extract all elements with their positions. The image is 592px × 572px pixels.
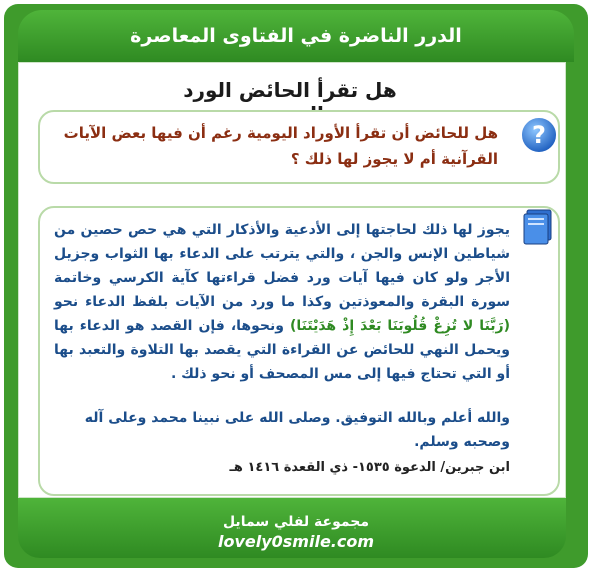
site-title: الدرر الناضرة في الفتاوى المعاصرة: [130, 25, 462, 47]
question-text: هل للحائض أن تقرأ الأوراد اليومية رغم أن فيها بعض الآيات القرآنية أم لا يجوز لها ذلك ؟: [63, 124, 498, 168]
closing-text: والله أعلم وبالله التوفيق. وصلى الله على نبينا محمد وعلى آله وصحبه وسلم.: [84, 410, 510, 450]
question-box: [38, 110, 560, 184]
quran-verse: (رَبَّنَا لا تُزِغْ قُلُوبَنَا بَعْدَ إِذْ هَدَيْتَنَا): [289, 318, 510, 334]
svg-text:?: ?: [532, 121, 546, 149]
fatwa-source: ابن جبرين/ الدعوة ١٥٣٥- ذي القعدة ١٤١٦ هـ: [229, 460, 510, 475]
page-header: [18, 10, 574, 62]
answer-text-part1: يجوز لها ذلك لحاجتها إلى الأدعية والأذكار التي هي حص حصين من شياطين الإنس والجن ، والتي يترتب على الدعاء بها الثواب وجزيل الأجر ولو كان فيها آيات ورد فضل قراءتها كآية الكرسي وخاتمة سورة البقرة والمعوذتين وكذا ما ورد من الآيات بلفظ الدعاء نحو: [54, 222, 510, 310]
answer-text-part2: ونحوها، فإن القصد هو الدعاء بها ويحمل النهي للحائض عن القراءة التي يقصد بها التلاوة والتعبد بها أو التي تحتاج فيها إلى مس المصحف أو نحو ذلك .: [54, 318, 510, 382]
answer-box: [38, 206, 560, 496]
book-icon: [519, 206, 559, 246]
footer-site-link[interactable]: lovely0smile.com: [217, 532, 375, 551]
answer-text: [54, 218, 510, 386]
footer-group-name: مجموعة لفلي سمايل: [222, 514, 370, 530]
question-mark-icon: [519, 115, 559, 155]
fatwa-title: هل تقرأ الحائض الورد: [183, 78, 397, 102]
